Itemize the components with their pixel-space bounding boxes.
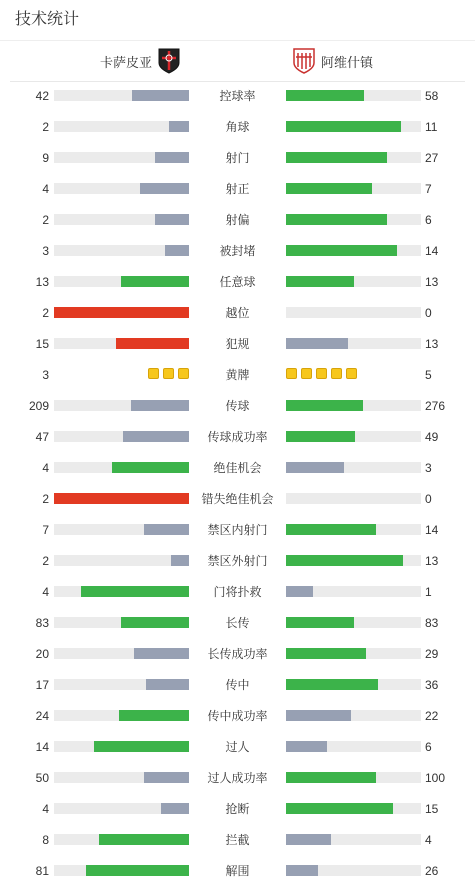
home-bar-track xyxy=(54,865,189,876)
home-value: 4 xyxy=(42,585,49,599)
home-value: 17 xyxy=(35,678,49,692)
away-value: 1 xyxy=(425,585,432,599)
home-value: 50 xyxy=(35,771,49,785)
home-bar-fill xyxy=(146,679,189,690)
stat-label: 射正 xyxy=(225,182,250,196)
away-bar-track xyxy=(286,617,421,628)
home-bar-track xyxy=(54,183,189,194)
away-bar-fill xyxy=(286,803,393,814)
home-bar-track xyxy=(54,431,189,442)
stat-label: 角球 xyxy=(225,120,250,134)
stat-row xyxy=(0,763,475,794)
stat-row xyxy=(0,422,475,453)
home-value: 209 xyxy=(28,399,49,413)
home-value: 3 xyxy=(42,368,49,382)
away-bar-fill xyxy=(286,524,376,535)
stat-label: 禁区内射门 xyxy=(207,523,268,537)
home-bar-track xyxy=(54,555,189,566)
yellow-card-icon xyxy=(301,368,312,379)
away-bar-track xyxy=(286,834,421,845)
away-value: 11 xyxy=(425,120,438,134)
home-value: 2 xyxy=(42,306,49,320)
away-bar-fill xyxy=(286,276,354,287)
away-value: 13 xyxy=(425,554,439,568)
away-bar-track xyxy=(286,90,421,101)
stat-row xyxy=(0,112,475,143)
stat-row xyxy=(0,825,475,856)
away-bar-fill xyxy=(286,617,354,628)
home-value: 8 xyxy=(42,833,49,847)
stat-label: 越位 xyxy=(225,306,250,320)
away-bar-track xyxy=(286,679,421,690)
stat-label: 长传 xyxy=(225,616,250,630)
away-bar-fill xyxy=(286,400,363,411)
stat-label: 过人成功率 xyxy=(207,771,268,785)
home-bar-fill xyxy=(165,245,189,256)
home-bar-track xyxy=(54,152,189,163)
away-bar-fill xyxy=(286,741,327,752)
home-value: 2 xyxy=(42,120,49,134)
away-value: 6 xyxy=(425,213,432,227)
home-team[interactable] xyxy=(100,48,180,74)
away-value: 276 xyxy=(425,399,446,413)
stat-row xyxy=(0,670,475,701)
away-bar-fill xyxy=(286,183,372,194)
away-team[interactable] xyxy=(293,48,373,74)
home-value: 15 xyxy=(35,337,49,351)
away-value: 13 xyxy=(425,337,439,351)
away-bar-fill xyxy=(286,462,344,473)
home-bar-track xyxy=(54,710,189,721)
stat-row xyxy=(0,515,475,546)
stat-label: 射偏 xyxy=(225,213,250,227)
stat-row xyxy=(0,298,475,329)
stat-label: 传中 xyxy=(225,678,250,692)
page-title: 技术统计 xyxy=(0,0,475,41)
stat-row xyxy=(0,236,475,267)
yellow-card-icon xyxy=(286,368,297,379)
home-bar-track xyxy=(54,741,189,752)
home-bar-track xyxy=(54,462,189,473)
stat-row xyxy=(0,267,475,298)
home-value: 20 xyxy=(35,647,49,661)
away-bar-track xyxy=(286,121,421,132)
stat-label: 犯规 xyxy=(225,337,250,351)
away-bar-fill xyxy=(286,90,364,101)
away-bar-track xyxy=(286,307,421,318)
home-bar-fill xyxy=(123,431,189,442)
home-team-crest-icon xyxy=(158,48,180,74)
home-value: 7 xyxy=(42,523,49,537)
away-bar-fill xyxy=(286,679,378,690)
away-bar-fill xyxy=(286,710,351,721)
home-bar-fill xyxy=(94,741,189,752)
stat-label: 黄牌 xyxy=(225,368,250,382)
stat-row xyxy=(0,205,475,236)
home-value: 4 xyxy=(42,461,49,475)
away-value: 0 xyxy=(425,492,432,506)
stat-row xyxy=(0,453,475,484)
stat-row xyxy=(0,546,475,577)
stat-label: 解围 xyxy=(225,864,250,878)
home-bar-fill xyxy=(161,803,189,814)
away-bar-track xyxy=(286,493,421,504)
away-bar-fill xyxy=(286,431,355,442)
stat-row xyxy=(0,608,475,639)
home-bar-fill xyxy=(99,834,189,845)
away-value: 13 xyxy=(425,275,439,289)
home-bar-track xyxy=(54,803,189,814)
home-bar-fill xyxy=(144,524,189,535)
home-bar-fill xyxy=(131,400,189,411)
stat-label: 抢断 xyxy=(225,802,250,816)
away-value: 15 xyxy=(425,802,439,816)
home-bar-fill xyxy=(112,462,189,473)
stat-row xyxy=(0,360,475,391)
home-bar-track xyxy=(54,338,189,349)
teams-header xyxy=(10,41,465,82)
home-value: 81 xyxy=(35,864,49,878)
away-value: 26 xyxy=(425,864,439,878)
away-bar-track xyxy=(286,803,421,814)
home-bar-fill xyxy=(169,121,189,132)
home-bar-fill xyxy=(81,586,189,597)
home-bar-track xyxy=(54,276,189,287)
stat-row xyxy=(0,794,475,825)
away-bar-track xyxy=(286,586,421,597)
home-value: 42 xyxy=(35,89,49,103)
home-value: 83 xyxy=(35,616,49,630)
stat-row xyxy=(0,391,475,422)
home-value: 13 xyxy=(35,275,49,289)
stat-label: 传球 xyxy=(225,399,250,413)
home-yellow-cards xyxy=(148,368,189,379)
home-bar-fill xyxy=(155,152,189,163)
home-value: 3 xyxy=(42,244,49,258)
away-bar-track xyxy=(286,524,421,535)
home-value: 4 xyxy=(42,802,49,816)
away-bar-track xyxy=(286,152,421,163)
yellow-card-icon xyxy=(346,368,357,379)
stat-label: 错失绝佳机会 xyxy=(201,492,274,506)
stat-label: 门将扑救 xyxy=(213,585,262,599)
stat-label: 传中成功率 xyxy=(207,709,268,723)
home-bar-track xyxy=(54,400,189,411)
home-bar-track xyxy=(54,121,189,132)
stat-label: 射门 xyxy=(225,151,250,165)
home-bar-fill xyxy=(119,710,189,721)
home-bar-fill xyxy=(116,338,189,349)
away-bar-fill xyxy=(286,834,331,845)
away-value: 14 xyxy=(425,523,439,537)
home-value: 47 xyxy=(35,430,49,444)
home-bar-fill xyxy=(54,493,189,504)
stat-label: 绝佳机会 xyxy=(213,461,262,475)
home-bar-track xyxy=(54,524,189,535)
away-value: 58 xyxy=(425,89,439,103)
stat-row xyxy=(0,701,475,732)
away-bar-fill xyxy=(286,152,387,163)
away-bar-fill xyxy=(286,648,366,659)
home-bar-fill xyxy=(86,865,189,876)
stat-label: 拦截 xyxy=(225,833,250,847)
home-bar-fill xyxy=(121,617,189,628)
home-bar-fill xyxy=(140,183,189,194)
home-bar-track xyxy=(54,214,189,225)
home-value: 4 xyxy=(42,182,49,196)
away-bar-fill xyxy=(286,245,397,256)
away-bar-fill xyxy=(286,586,313,597)
home-bar-track xyxy=(54,648,189,659)
away-value: 4 xyxy=(425,833,432,847)
stat-label: 长传成功率 xyxy=(207,647,268,661)
stat-row xyxy=(0,732,475,763)
away-bar-track xyxy=(286,214,421,225)
home-value: 2 xyxy=(42,492,49,506)
home-bar-track xyxy=(54,307,189,318)
stat-row xyxy=(0,484,475,515)
stat-row xyxy=(0,329,475,360)
home-bar-fill xyxy=(134,648,189,659)
stat-label: 被封堵 xyxy=(219,244,256,258)
away-bar-track xyxy=(286,183,421,194)
away-team-crest-icon xyxy=(293,48,315,74)
away-value: 83 xyxy=(425,616,439,630)
away-bar-track xyxy=(286,741,421,752)
away-bar-fill xyxy=(286,338,348,349)
home-bar-fill xyxy=(121,276,189,287)
away-value: 22 xyxy=(425,709,439,723)
home-team-name: 卡萨皮亚 xyxy=(99,54,152,70)
away-bar-track xyxy=(286,276,421,287)
away-bar-track xyxy=(286,338,421,349)
home-bar-track xyxy=(54,772,189,783)
yellow-card-icon xyxy=(331,368,342,379)
home-bar-track xyxy=(54,834,189,845)
yellow-card-icon xyxy=(178,368,189,379)
home-value: 9 xyxy=(42,151,49,165)
away-bar-track xyxy=(286,431,421,442)
yellow-card-icon xyxy=(316,368,327,379)
home-value: 14 xyxy=(35,740,49,754)
home-bar-track xyxy=(54,679,189,690)
home-bar-fill xyxy=(144,772,189,783)
away-bar-track xyxy=(286,462,421,473)
away-value: 36 xyxy=(425,678,439,692)
stat-row xyxy=(0,81,475,112)
stat-row xyxy=(0,577,475,608)
home-bar-track xyxy=(54,493,189,504)
away-bar-fill xyxy=(286,214,387,225)
away-bar-fill xyxy=(286,772,376,783)
away-bar-track xyxy=(286,245,421,256)
away-bar-track xyxy=(286,555,421,566)
stat-row xyxy=(0,174,475,205)
away-value: 0 xyxy=(425,306,432,320)
away-value: 27 xyxy=(425,151,439,165)
home-bar-track xyxy=(54,245,189,256)
away-bar-fill xyxy=(286,555,403,566)
stat-label: 任意球 xyxy=(219,275,256,289)
away-value: 100 xyxy=(425,771,446,785)
away-bar-track xyxy=(286,710,421,721)
stat-label: 过人 xyxy=(225,740,250,754)
home-bar-fill xyxy=(155,214,189,225)
away-bar-track xyxy=(286,772,421,783)
home-value: 2 xyxy=(42,213,49,227)
home-bar-fill xyxy=(171,555,189,566)
away-value: 49 xyxy=(425,430,439,444)
away-value: 6 xyxy=(425,740,432,754)
home-bar-fill xyxy=(132,90,189,101)
home-value: 24 xyxy=(35,709,49,723)
home-bar-track xyxy=(54,586,189,597)
stat-row xyxy=(0,856,475,887)
away-value: 3 xyxy=(425,461,432,475)
home-bar-track xyxy=(54,617,189,628)
home-bar-track xyxy=(54,90,189,101)
stat-label: 控球率 xyxy=(219,89,256,103)
away-value: 14 xyxy=(425,244,439,258)
away-bar-track xyxy=(286,400,421,411)
away-bar-fill xyxy=(286,865,318,876)
away-bar-track xyxy=(286,648,421,659)
home-value: 2 xyxy=(42,554,49,568)
away-bar-track xyxy=(286,865,421,876)
stat-row xyxy=(0,143,475,174)
yellow-card-icon xyxy=(148,368,159,379)
stat-label: 传球成功率 xyxy=(207,430,268,444)
yellow-card-icon xyxy=(163,368,174,379)
stat-row xyxy=(0,639,475,670)
away-bar-fill xyxy=(286,121,401,132)
away-value: 5 xyxy=(425,368,432,382)
away-team-name: 阿维什镇 xyxy=(321,54,374,70)
away-value: 7 xyxy=(425,182,432,196)
stat-label: 禁区外射门 xyxy=(207,554,268,568)
away-yellow-cards xyxy=(286,368,357,379)
away-value: 29 xyxy=(425,647,439,661)
home-bar-fill xyxy=(54,307,189,318)
